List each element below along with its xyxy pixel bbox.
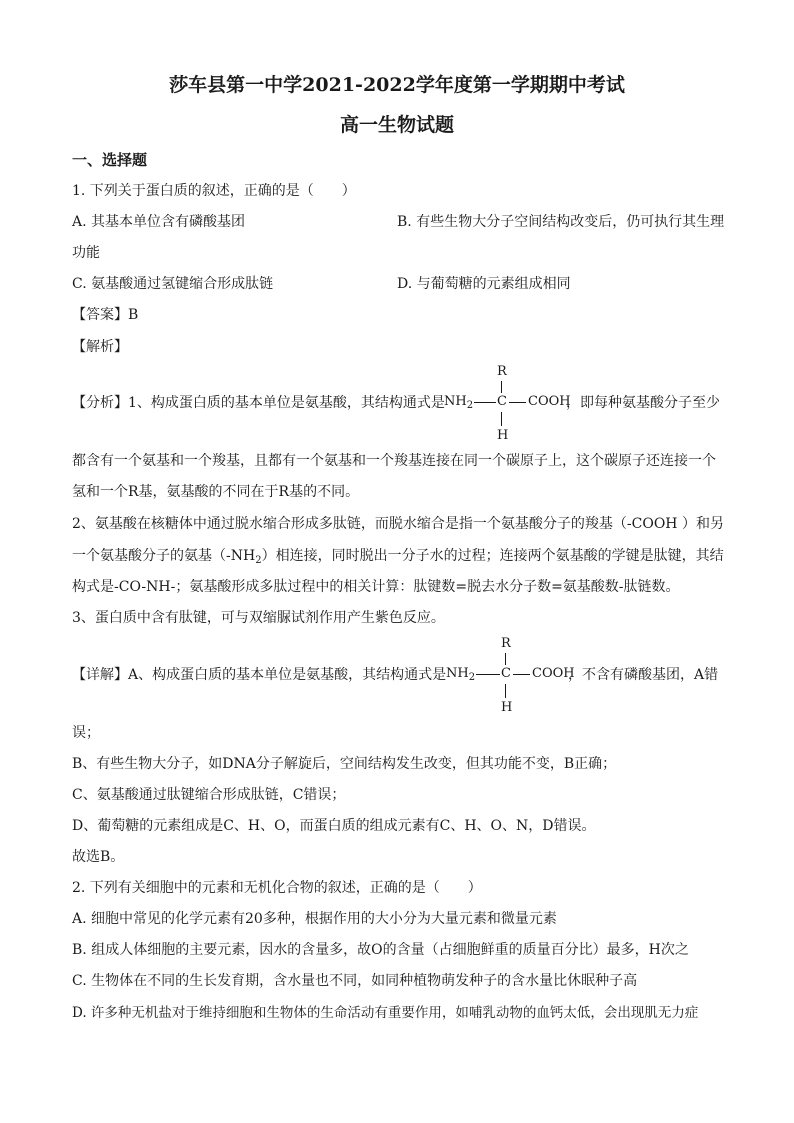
analysis-line-3: 氢和一个R基，氨基酸的不同在于R基的不同。	[72, 484, 360, 500]
amino-acid-formula-2	[446, 636, 576, 716]
analysis-line-2: 都含有一个氨基和一个羧基，且都有一个氨基和一个羧基连接在同一个碳原子上，这个碳原子还连接一个	[72, 453, 716, 469]
amino-acid-formula-1	[444, 364, 574, 444]
analysis-line-5: 一个氨基酸分子的氨基$(-NH_2)$相连接，同时脱出一分子水的过程；连接两个氨基酸的学键是肽键，其结	[72, 548, 724, 566]
q1-option-c: C. 氨基酸通过氢键缩合形成肽链	[72, 276, 274, 292]
q2-option-d: D. 许多种无机盐对于维持细胞和生物体的生命活动有重要作用，如哺乳动物的血钙太低，会出现肌无力症	[72, 1005, 699, 1021]
q2-option-a: A. 细胞中常见的化学元素有20多种，根据作用的大小分为大量元素和微量元素	[72, 911, 557, 927]
detail-line-1-pre: 【详解】A、构成蛋白质的基本单位是氨基酸，其结构通式是	[72, 667, 447, 683]
conclusion: 故选B。	[72, 849, 125, 865]
detail-line-1-cont: 误；	[72, 725, 100, 741]
formula-bond-left	[476, 674, 500, 675]
formula-r: R	[501, 636, 511, 651]
formula-nh2: $NH_2$	[444, 394, 474, 411]
analysis-line-1-post: ，即每种氨基酸分子至少	[566, 395, 720, 411]
formula-bond-left	[474, 402, 496, 403]
q1-option-d: D. 与葡萄糖的元素组成相同	[397, 276, 571, 292]
q1-option-b-cont: 功能	[72, 245, 100, 261]
q2-stem: 2. 下列有关细胞中的元素和无机化合物的叙述，正确的是（ ）	[72, 880, 482, 896]
formula-bond-top	[501, 381, 502, 393]
detail-line-1-post: ，不含有磷酸基团，A错	[568, 667, 719, 683]
formula-r: R	[497, 364, 507, 379]
formula-bond-bottom	[505, 684, 506, 698]
formula-h: H	[501, 700, 513, 715]
page-title: 莎车县第一中学2021-2022学年度第一学期期中考试	[169, 74, 625, 96]
q1-option-a: A. 其基本单位含有磷酸基团	[72, 214, 246, 230]
section-heading: 一、选择题	[72, 151, 148, 169]
q2-option-c: C. 生物体在不同的生长发育期，含水量也不同，如同种植物萌发种子的含水量比休眠种子高	[72, 973, 638, 989]
analysis-line-4: 2、氨基酸在核糖体中通过脱水缩合形成多肽链，而脱水缩合是指一个氨基酸分子的羧基（-COOH ）和另	[72, 516, 724, 532]
analysis-line-6: 构式是-CO-NH-；氨基酸形成多肽过程中的相关计算：肽键数=脱去水分子数=氨基酸数-肽链数。	[72, 579, 680, 595]
q1-option-b: B. 有些生物大分子空间结构改变后，仍可执行其生理	[397, 214, 725, 230]
answer-label: 【答案】B	[72, 307, 139, 323]
formula-cooh: COOH	[532, 666, 575, 681]
analysis-label: 【解析】	[72, 339, 128, 355]
analysis-line-7: 3、蛋白质中含有肽键，可与双缩脲试剂作用产生紫色反应。	[72, 610, 445, 626]
formula-bond-right	[513, 674, 530, 675]
formula-c: C	[501, 666, 511, 681]
page-subtitle: 高一生物试题	[339, 114, 454, 136]
formula-nh2: $NH_2$	[446, 666, 476, 683]
formula-cooh: COOH	[528, 394, 571, 409]
detail-d: D、葡萄糖的元素组成是C、H、O，而蛋白质的组成元素有C、H、O、N，D错误。	[72, 818, 596, 834]
formula-bond-right	[509, 402, 526, 403]
formula-bond-top	[505, 653, 506, 665]
analysis-line-1-pre: 【分析】1、构成蛋白质的基本单位是氨基酸，其结构通式是	[72, 395, 445, 411]
q2-option-b: B. 组成人体细胞的主要元素，因水的含量多，故O的含量（占细胞鲜重的质量百分比）最多，H次之	[72, 942, 689, 958]
detail-b: B、有些生物大分子，如DNA分子解旋后，空间结构发生改变，但其功能不变，B正确；	[72, 756, 617, 772]
formula-h: H	[497, 428, 509, 443]
formula-bond-bottom	[501, 412, 502, 426]
formula-c: C	[497, 394, 507, 409]
q1-stem: 1. 下列关于蛋白质的叙述，正确的是（ ）	[72, 183, 356, 199]
detail-c: C、氨基酸通过肽键缩合形成肽链，C错误；	[72, 787, 346, 803]
